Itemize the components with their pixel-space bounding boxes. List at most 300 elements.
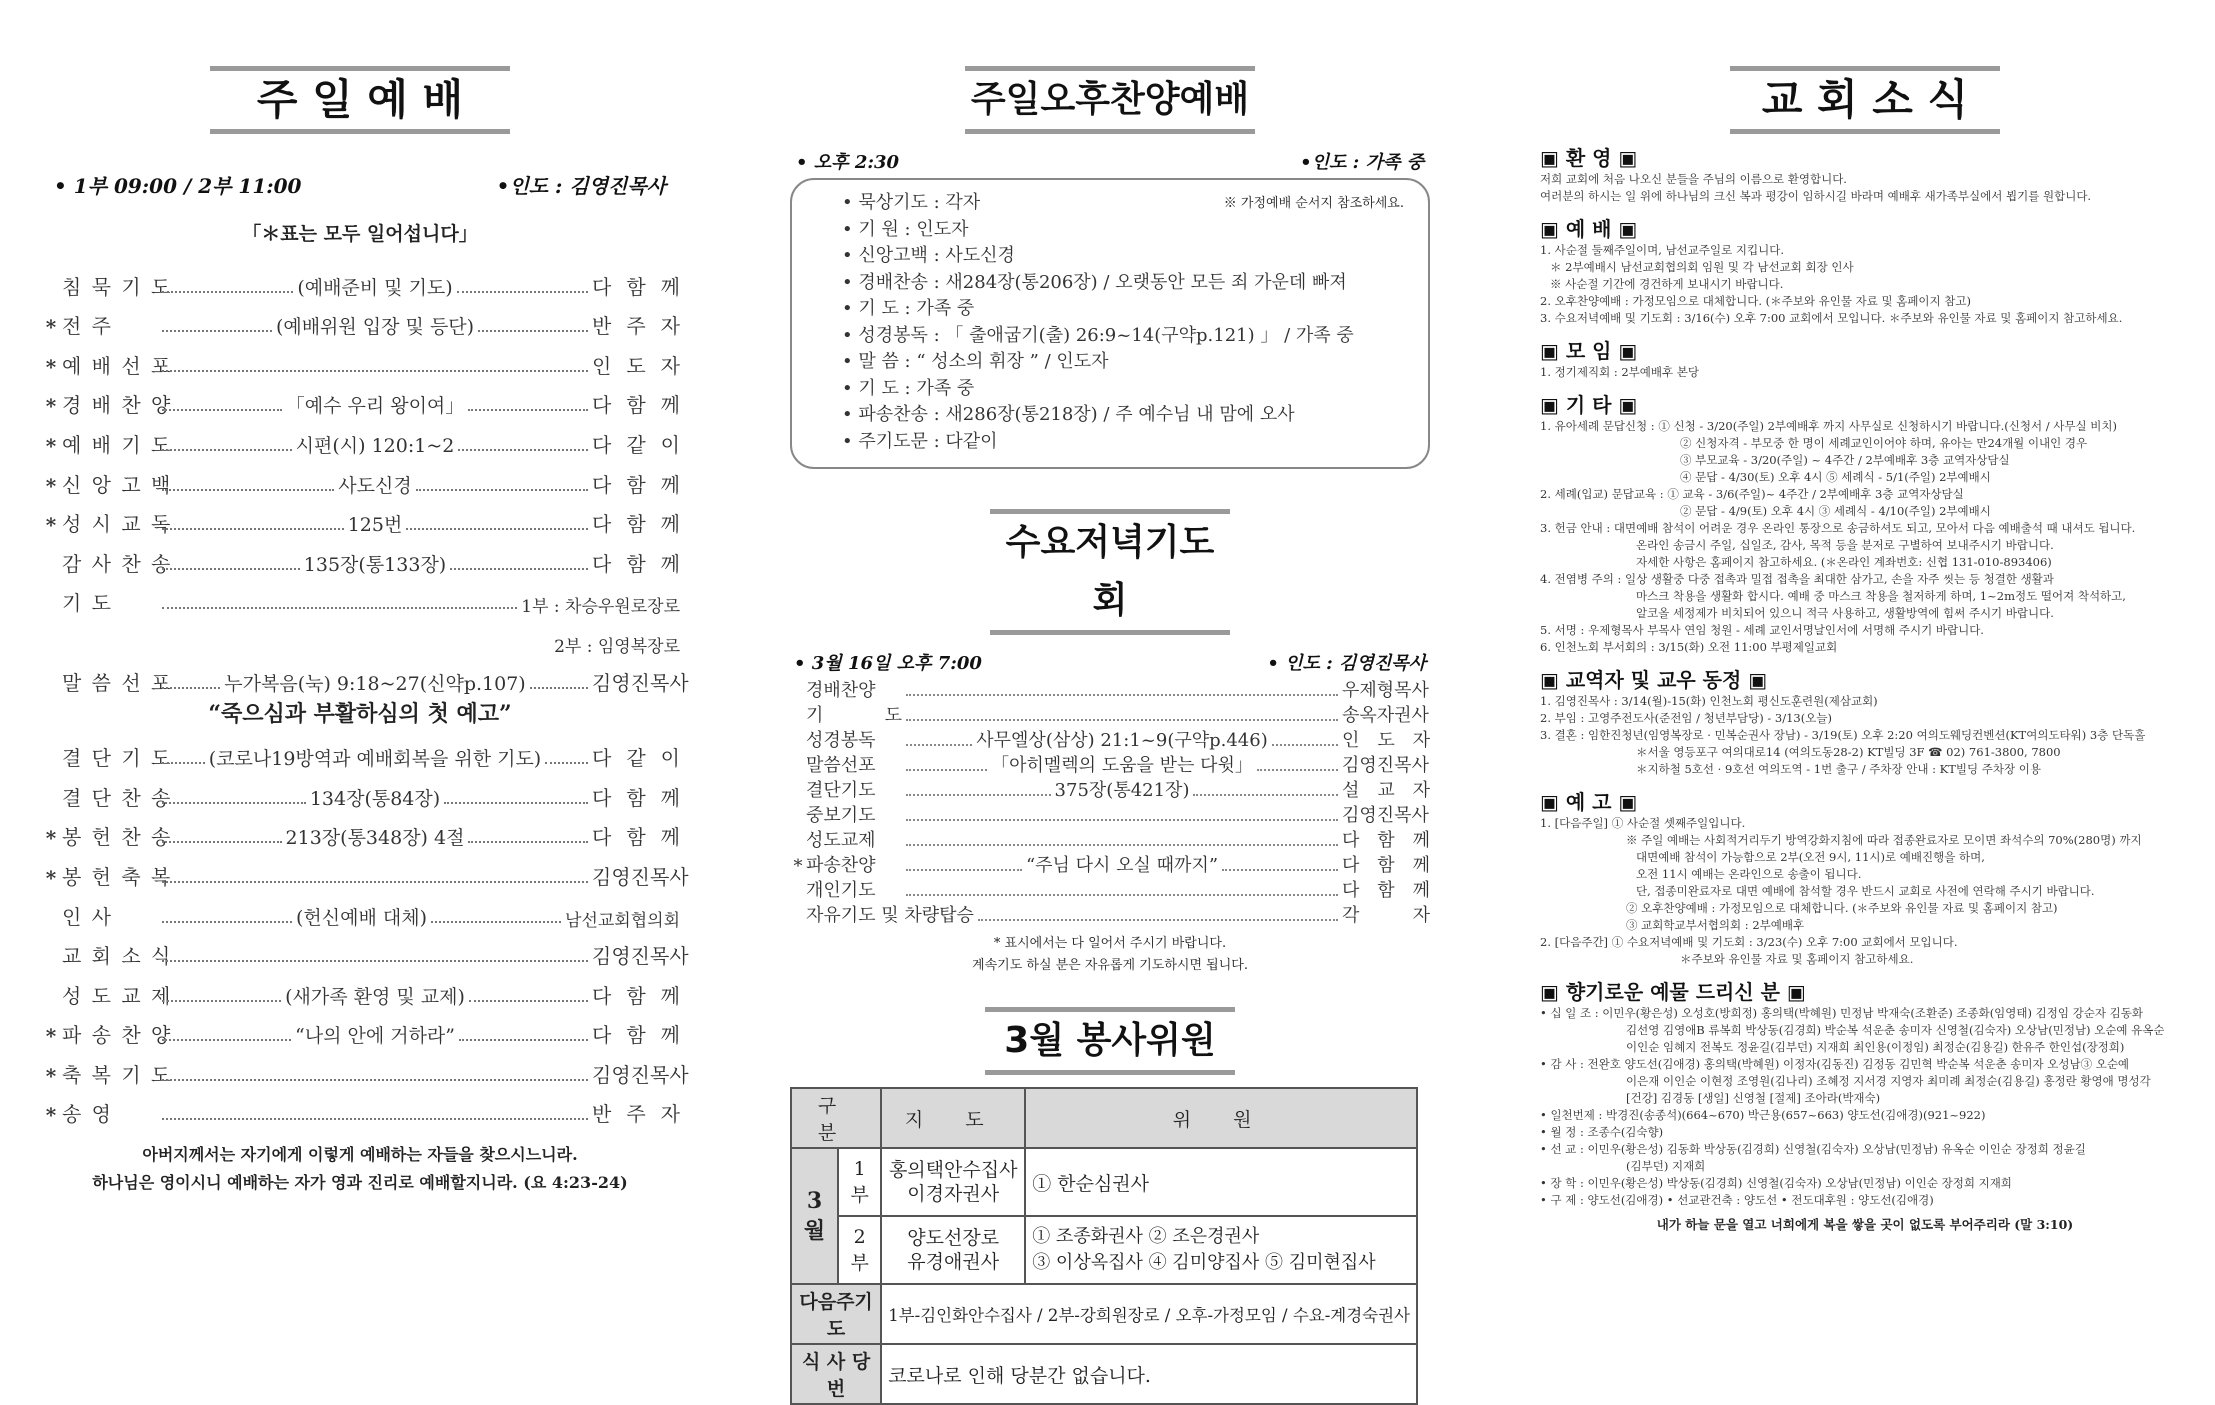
dot-leader	[162, 330, 272, 332]
news-line: ② 문답 - 4/9(토) 오후 4시 ③ 세례식 - 4/10(주일) 2부예배시	[1680, 504, 1991, 518]
order-item-name: 신 앙 고 백	[62, 472, 173, 497]
dot-leader	[162, 1000, 281, 1002]
news-line: ③ 교회학교부서협의회 : 2부예배후	[1626, 918, 1805, 932]
order-row	[790, 727, 1430, 752]
dot-leader	[162, 1039, 291, 1041]
dot-leader	[406, 528, 588, 530]
news-line: 3. 수요저녁예배 및 기도회 : 3/16(수) 오후 7:00 교회에서 모입니다. ＊주보와 유인물 자료 및 홈페이지 참고하세요.	[1540, 311, 2123, 325]
order-item-content: 134장(통84장)	[309, 787, 441, 810]
afternoon-order-box	[790, 178, 1430, 469]
order-item-leader: 반 주 자	[592, 314, 681, 339]
order-item-leader: 다 함 께	[592, 825, 680, 850]
order-row	[40, 1009, 680, 1049]
news-line: 이인순 임혜지 전복도 정윤길(김부던) 지재희 최인용(이정임) 최정순(김용길) 한유주 한인섭(장정희)	[1626, 1040, 2125, 1054]
wednesday-time: • 3월 16일 오후 7:00	[794, 653, 982, 674]
th-guide: 지 도	[881, 1088, 1025, 1148]
news-line: 자세한 사항은 홈페이지 참고하세요. (＊온라인 계좌번호: 신협 131-010-893406)	[1636, 555, 2052, 569]
news-line: • 선 교 : 이민우(황은성) 김동화 박상동(김경희) 신영철(김숙자) 오상남(민정남) 유옥순 이인순 장정희 정윤길	[1540, 1142, 2086, 1156]
dot-leader	[162, 841, 282, 843]
wednesday-leader: • 인도 : 김영진목사	[1267, 653, 1426, 674]
news-line: 2. 세례(입교) 문답교육 : ① 교육 - 3/6(주일)~ 4주간 / 2부예배후 3층 교역자상담실	[1540, 487, 1964, 501]
standing-mark: *	[45, 473, 57, 498]
order-row	[40, 656, 689, 696]
members-line-2: ③ 이상옥집사 ④ 김미양집사 ⑤ 김미현집사	[1032, 1252, 1376, 1273]
standing-mark: *	[45, 1063, 57, 1088]
order-item-leader: 설 교 자	[1342, 780, 1431, 801]
order-row	[790, 827, 1430, 852]
dot-leader	[469, 1000, 588, 1002]
order-row	[40, 577, 680, 617]
order-row	[790, 902, 1430, 927]
order-row	[40, 498, 680, 538]
dot-leader	[545, 762, 588, 764]
order-item-content: 사무엘상(삼상) 21:1~9(구약p.446)	[976, 730, 1268, 751]
afternoon-worship-title: 주일오후찬양예배	[970, 79, 1250, 120]
order-row	[40, 969, 680, 1009]
standing-mark: *	[45, 865, 57, 890]
order-item-name: 파송찬양	[806, 855, 876, 876]
order-item-leader: 김영진목사	[1342, 805, 1429, 826]
order-row	[40, 850, 689, 890]
order-row	[40, 260, 680, 300]
order-row	[40, 1048, 689, 1088]
order-row	[40, 930, 689, 970]
order-row	[40, 616, 680, 656]
dot-leader	[162, 607, 517, 609]
order-item-name: 교 회 소 식	[62, 944, 173, 969]
news-line: (김부던) 지재희	[1626, 1159, 1706, 1173]
dot-leader	[450, 568, 588, 570]
order-row	[40, 339, 680, 379]
part-cell: 1부	[838, 1148, 881, 1216]
order-item-name: 감 사 찬 송	[62, 551, 173, 576]
afternoon-order-item: • 성경봉독 : 「 출애굽기(출) 26:9~14(구약p.121) 」 / 가족 중	[842, 324, 1354, 346]
dot-leader	[162, 528, 344, 530]
standing-mark: *	[45, 354, 57, 379]
order-row	[40, 1088, 680, 1128]
news-line: 이은재 이인순 이현정 조영원(김나리) 조혜정 지서경 지영자 최미례 최정순(김용길) 홍정란 황영애 명성각	[1626, 1074, 2151, 1088]
news-line: • 장 학 : 이민우(황은성) 박상동(김경희) 신영철(김숙자) 오상남(민정남) 이인순 장정희 지재희	[1540, 1176, 2012, 1190]
news-line: 마스크 착용을 생활화 합시다. 예배 중 마스크 착용을 철저하게 하며, 1~2m정도 떨어져 착석하고,	[1636, 589, 2126, 603]
order-row	[790, 752, 1430, 777]
order-item-content: 사도신경	[338, 474, 412, 497]
th-members: 위 원	[1025, 1088, 1417, 1148]
dot-leader	[530, 687, 588, 689]
order-item-name: 기 도	[62, 591, 113, 616]
order-item-name: 경 배 찬 양	[62, 393, 173, 418]
dot-leader	[1257, 769, 1338, 771]
wednesday-note-2: 계속기도 하실 분은 자유롭게 기도하시면 됩니다.	[972, 958, 1248, 973]
news-line: 1. 사순절 둘째주일이며, 남선교주일로 지킵니다.	[1540, 243, 1784, 257]
afternoon-order-item: • 기 원 : 인도자	[842, 218, 969, 240]
news-line: ④ 문답 - 4/30(토) 오후 4시 ⑤ 세례식 - 5/1(주일) 2부예배시	[1680, 470, 1991, 484]
order-item-leader: 반 주 자	[592, 1102, 680, 1127]
worship-order	[40, 260, 689, 696]
order-item-name: 예 배 선 포	[62, 353, 173, 378]
news-line: ② 오후찬양예배 : 가정모임으로 대체합니다. (＊주보와 유인물 자료 및 홈페이지 참고)	[1626, 901, 2058, 915]
section-heading-meeting: ▣ 모 임 ▣	[1540, 339, 1638, 363]
order-item-leader: 각 자	[1342, 905, 1430, 926]
news-line: • 월 정 : 조종수(김숙향)	[1540, 1125, 1664, 1139]
title-bar	[965, 129, 1255, 134]
order-item-leader: 김영진목사	[1342, 755, 1429, 776]
news-line: • 십 일 조 : 이민우(황은성) 오성호(방희정) 홍의택(박혜원) 민정남 박재숙(조환준) 조종화(임영태) 김정임 강순자 김동화	[1540, 1006, 2143, 1020]
news-line: 알코올 세정제가 비치되어 있으니 적극 사용하고, 생활방역에 힘써 주시기 바랍니다.	[1636, 606, 2054, 620]
table-row	[791, 1148, 1417, 1216]
dot-leader	[906, 819, 1338, 821]
month-cell: 3월	[791, 1148, 838, 1284]
staff-title: 3월 봉사위원	[1004, 1020, 1216, 1061]
order-item-leader: 다 함 께	[1342, 855, 1430, 876]
section-heading-preview: ▣ 예 고 ▣	[1540, 790, 1638, 814]
next-prayer-value: 1부-김인화안수집사 / 2부-강희원장로 / 오후-가정모임 / 수요-계경숙권사	[881, 1284, 1417, 1344]
dot-leader	[162, 568, 300, 570]
members-line-1: ① 조종화권사 ② 조은경권사	[1032, 1226, 1260, 1247]
news-line: 2. 오후찬양예배 : 가정모임으로 대체합니다. (＊주보와 유인물 자료 및 홈페이지 참고)	[1540, 294, 1972, 308]
news-line: 단, 접종미완료자로 대면 예배에 참석할 경우 반드시 교회로 사전에 연락해 주시기 바랍니다.	[1636, 884, 2095, 898]
news-line: 3. 헌금 안내 : 대면예배 참석이 어려운 경우 온라인 통장으로 송금하셔도 되고, 모아서 다음 예배출석 때 내셔도 됩니다.	[1540, 521, 2136, 535]
news-line: • 감 사 : 전완호 양도선(김애경) 홍의택(박혜원) 이정자(김동진) 김정동 김민혁 박순복 석운춘 송미자 오성남③ 오순예	[1540, 1057, 2130, 1071]
order-item-name: 말 씀 선 포	[62, 670, 173, 695]
th-division: 구 분	[791, 1088, 881, 1148]
afternoon-order-item: • 파송찬송 : 새286장(통218장) / 주 예수님 내 맘에 오사	[842, 404, 1295, 425]
news-line: ③ 부모교육 - 3/20(주일) ~ 4주간 / 2부예배후 3층 교역자상담실	[1680, 453, 2010, 467]
news-line: 4. 전염병 주의 : 일상 생활중 다중 접촉과 밀접 접촉을 최대한 삼가고, 손을 자주 씻는 등 청결한 생활과	[1540, 572, 2054, 586]
table-row	[791, 1344, 1417, 1404]
news-line: ＊지하철 5호선 · 9호선 여의도역 - 1번 출구 / 주차장 안내 : KT빌딩 주차장 이용	[1636, 762, 2042, 776]
news-line: ＊ 2부예배시 남선교회협의회 임원 및 각 남선교회 회장 인사	[1550, 260, 1854, 274]
news-line: • 일천번제 : 박경진(송종석)(664~670) 박근용(657~663) 양도선(김애경)(921~922)	[1540, 1108, 1986, 1122]
dot-leader	[906, 744, 972, 746]
sunday-worship-title: 주 일 예 배	[256, 75, 464, 124]
news-line: 오전 11시 예배는 온라인으로 송출이 됩니다.	[1636, 867, 1862, 881]
dot-leader	[1222, 869, 1338, 871]
order-item-content: “나의 안에 거하라”	[295, 1025, 455, 1048]
dot-leader	[162, 1118, 588, 1120]
dot-leader	[162, 802, 306, 804]
part-cell: 2부	[838, 1216, 881, 1284]
dot-leader	[478, 330, 588, 332]
news-line: 1. 김영진목사 : 3/14(월)-15(화) 인천노회 평신도훈련원(제삼교회)	[1540, 694, 1878, 708]
order-row	[40, 732, 680, 772]
dot-leader	[162, 762, 205, 764]
dot-leader	[457, 291, 588, 293]
order-item-leader: 인 도 자	[1342, 730, 1431, 751]
order-item-name: 봉 헌 찬 송	[62, 825, 173, 850]
order-item-name: 성경봉독	[806, 730, 876, 751]
wednesday-notes	[790, 933, 1430, 977]
order-item-name: 결 단 찬 송	[62, 785, 173, 810]
dot-leader	[906, 869, 1022, 871]
dot-leader	[162, 449, 292, 451]
news-line: ＊서울 영등포구 여의대로14 (여의도동28-2) KT빌딩 3F ☎ 02) 761-3800, 7800	[1636, 745, 2061, 759]
dot-leader	[906, 844, 1338, 846]
order-row	[40, 300, 680, 340]
dot-leader	[162, 881, 588, 883]
order-item-name: 파 송 찬 양	[62, 1023, 173, 1048]
table-row	[791, 1284, 1417, 1344]
church-news-column	[1540, 0, 2190, 1240]
order-item-leader: 다 함 께	[592, 551, 681, 576]
dot-leader	[431, 921, 561, 923]
dot-leader	[162, 409, 282, 411]
standing-mark: *	[45, 394, 57, 419]
news-line: ② 신청자격 - 부모중 한 명이 세례교인이어야 하며, 유아는 만24개월 이내인 경우	[1680, 436, 2088, 450]
afternoon-order-item: • 기 도 : 가족 중	[842, 377, 975, 399]
news-line: 1. [다음주일] ① 사순절 셋째주일입니다.	[1540, 816, 1746, 830]
order-row	[790, 777, 1430, 802]
standing-mark: *	[45, 315, 57, 340]
scripture-footer	[40, 1141, 680, 1197]
standing-mark: *	[45, 433, 57, 458]
order-row	[40, 811, 680, 851]
order-row	[40, 537, 680, 577]
afternoon-wednesday-column	[790, 0, 1431, 1400]
dot-leader	[906, 719, 1338, 721]
order-item-leader: 다 같 이	[592, 746, 680, 771]
wednesday-prayer-title: 수요저녁기도회	[1005, 522, 1215, 621]
order-item-content: 「예수 우리 왕이여」	[285, 395, 465, 418]
worship-time: • 1부 09:00 / 2부 11:00	[54, 174, 302, 198]
news-line: 6. 인천노회 부서회의 : 3/15(화) 오전 11:00 부평제일교회	[1540, 640, 1838, 654]
order-item-leader: 다 함 께	[592, 393, 680, 418]
order-row	[40, 458, 680, 498]
afternoon-order-item: • 묵상기도 : 각자	[842, 192, 981, 213]
wednesday-note-1: * 표시에서는 다 일어서 주시기 바랍니다.	[993, 936, 1227, 951]
order-row	[40, 771, 680, 811]
worship-order-continued	[40, 732, 689, 1128]
order-item-leader: 다 함 께	[592, 785, 680, 810]
order-item-leader: 우제형목사	[1342, 680, 1429, 701]
dot-leader	[906, 694, 1338, 696]
order-item-content: (예배위원 입장 및 등단)	[275, 316, 475, 339]
afternoon-order-item: • 경배찬송 : 새284장(통206장) / 오랫동안 모든 죄 가운데 빠져	[842, 271, 1347, 293]
order-row	[790, 877, 1430, 902]
order-item-leader: 송옥자권사	[1342, 705, 1429, 726]
scripture-line-2: 하나님은 영이시니 예배하는 자가 영과 진리로 예배할지니라. (요 4:23-24)	[92, 1173, 628, 1193]
church-news-footer: 내가 하늘 문을 열고 너희에게 복을 쌓을 곳이 없도록 부어주리라 (말 3:10)	[1656, 1217, 2074, 1232]
section-heading-misc: ▣ 기 타 ▣	[1540, 393, 1638, 417]
afternoon-header	[790, 148, 1430, 174]
order-item-name: 봉 헌 축 복	[62, 864, 173, 889]
order-item-name: 자유기도 및 차량탑승	[806, 905, 974, 926]
dot-leader	[1193, 794, 1338, 796]
news-line: ＊주보와 유인물 자료 및 홈페이지 참고하세요.	[1680, 952, 1914, 966]
afternoon-title-box	[965, 66, 1255, 134]
afternoon-leader: •인도 : 가족 중	[1300, 152, 1424, 173]
order-item-name: 중보기도	[806, 805, 876, 826]
staff-table	[790, 1087, 1418, 1405]
order-item-name: 성 시 교 독	[62, 512, 173, 537]
order-item-name: 인 사	[62, 904, 113, 929]
sunday-worship-column	[40, 0, 689, 1240]
order-row	[40, 418, 680, 458]
table-header-row	[791, 1088, 1417, 1148]
order-item-name: 개인기도	[806, 880, 876, 901]
order-item-leader: 다 같 이	[592, 432, 681, 457]
order-item-leader: 김영진목사	[592, 670, 689, 695]
family-worship-note: ※ 가정예배 순서지 참조하세요.	[1223, 196, 1404, 211]
members-cell: ① 한순심권사	[1025, 1148, 1417, 1216]
meal-duty-value: 코로나로 인해 당분간 없습니다.	[881, 1344, 1417, 1404]
next-prayer-label: 다음주기도	[791, 1284, 881, 1344]
news-line: 5. 서명 : 우제형목사 부목사 연임 청원 - 세례 교인서명날인서에 서명해 주시기 바랍니다.	[1540, 623, 1984, 637]
dot-leader	[162, 921, 292, 923]
dot-leader	[162, 687, 220, 689]
section-heading-offering: ▣ 향기로운 예물 드리신 분 ▣	[1540, 980, 1806, 1004]
order-item-leader: 다 함 께	[1342, 830, 1430, 851]
news-line: ※ 주일 예배는 사회적거리두기 방역강화지침에 따라 접종완료자로 모이면 좌석수의 70%(280명) 까지	[1626, 833, 2142, 847]
order-item-name: 경배찬양	[806, 680, 876, 701]
afternoon-order-item: • 말 씀 : “ 성소의 휘장 ” / 인도자	[842, 351, 1109, 372]
order-item-leader: 다 함 께	[592, 472, 681, 497]
dot-leader	[458, 449, 588, 451]
afternoon-time: • 오후 2:30	[796, 152, 900, 173]
section-heading-worship: ▣ 예 배 ▣	[1540, 217, 1638, 241]
wednesday-title-box	[990, 509, 1230, 635]
news-line: ※ 사순절 기간에 경건하게 보내시기 바랍니다.	[1550, 277, 1784, 291]
order-item-content: (코로나19방역과 예배회복을 위한 기도)	[208, 748, 542, 771]
order-item-leader: 다 함 께	[1342, 880, 1430, 901]
standing-mark: *	[45, 1103, 57, 1128]
order-row	[790, 852, 1430, 877]
order-item-name: 성 도 교 제	[62, 983, 173, 1008]
news-line: 1. 정기제직회 : 2부예배후 본당	[1540, 365, 1699, 379]
title-bar	[210, 129, 510, 134]
sermon-title: “죽으심과 부활하심의 첫 예고”	[208, 700, 512, 727]
sunday-worship-title-box	[210, 66, 510, 134]
order-item-leader: 김영진목사	[592, 944, 689, 969]
order-row	[40, 890, 680, 930]
standing-mark: *	[45, 826, 57, 851]
afternoon-order-item: • 주기도문 : 다같이	[842, 430, 998, 452]
dot-leader	[444, 802, 588, 804]
table-row	[791, 1216, 1417, 1284]
members-cell	[1025, 1216, 1417, 1284]
order-row	[790, 677, 1430, 702]
news-line: 김선영 김영애B 류복희 박상동(김경희) 박순복 석운춘 송미자 신영철(김숙자) 오상남(민정남) 오순예 유옥순	[1626, 1023, 2165, 1037]
section-heading-staff-news: ▣ 교역자 및 교우 동정 ▣	[1540, 668, 1768, 692]
order-item-name: 축 복 기 도	[62, 1062, 173, 1087]
news-line: 2. [다음주간] ① 수요저녁예배 및 기도회 : 3/23(수) 오후 7:00 교회에서 모입니다.	[1540, 935, 1958, 949]
order-item-name: 성도교제	[806, 830, 876, 851]
scripture-line-1: 아버지께서는 자기에게 이렇게 예배하는 자들을 찾으시느니라.	[142, 1145, 578, 1165]
news-line: [건강] 김경동 [생일] 신영철 [절제] 조아라(박재숙)	[1626, 1091, 1881, 1105]
order-item-name: 기 도	[806, 705, 902, 726]
news-line: 2. 부임 : 고영주전도사(준전임 / 청년부담당) - 3/13(오늘)	[1540, 711, 1832, 725]
staff-title-box	[985, 1007, 1235, 1075]
order-item-content: (새가족 환영 및 교제)	[285, 985, 465, 1008]
order-item-content: 누가복음(눅) 9:18~27(신약p.107)	[224, 672, 526, 695]
church-news-title-box	[1730, 66, 2000, 134]
title-bar	[985, 1070, 1235, 1075]
order-item-leader: 인 도 자	[592, 353, 680, 378]
order-item-leader: 김영진목사	[592, 1062, 689, 1087]
order-item-content: 375장(통421장)	[1054, 780, 1190, 801]
dot-leader	[162, 291, 293, 293]
news-line: 여러분의 하시는 일 위에 하나님의 크신 복과 평강이 임하시길 바라며 예배후 새가족부실에서 뵙기를 원합니다.	[1540, 189, 2092, 203]
afternoon-order-item: • 신앙고백 : 사도신경	[842, 245, 1015, 266]
order-item-name: 전 주	[62, 314, 113, 339]
order-item-content: 시편(시) 120:1~2	[295, 434, 455, 457]
standing-mark: *	[45, 513, 57, 538]
order-item-leader: 다 함 께	[592, 983, 680, 1008]
order-row	[790, 702, 1430, 727]
standing-mark: *	[793, 856, 803, 877]
dot-leader	[906, 894, 1338, 896]
order-item-content: 213장(통348장) 4절	[285, 827, 465, 850]
wednesday-order	[790, 677, 1430, 927]
dot-leader	[162, 489, 334, 491]
order-item-name: 송 영	[62, 1102, 113, 1127]
news-line: 대면예배 참석이 가능함으로 2부(오전 9시, 11시)로 예배진행을 하며,	[1636, 850, 1985, 864]
guide-cell: 홍의택안수집사 이경자권사	[881, 1148, 1025, 1216]
dot-leader	[1272, 744, 1338, 746]
order-item-content: 「아히멜렉의 도움을 받는 다윗」	[991, 755, 1253, 776]
news-line: 3. 결혼 : 임한진청년(임영복장로 · 민복순권사 장남) - 3/19(토) 오후 2:20 여의도웨딩컨벤션(KT여의도타워) 3층 단독홀	[1540, 728, 2146, 742]
order-item-leader: 다 함 께	[592, 1023, 681, 1048]
order-item-content: 125번	[347, 514, 403, 537]
order-item-name: 결 단 기 도	[62, 746, 173, 771]
sunday-worship-header	[40, 170, 680, 199]
standing-mark: *	[45, 1024, 57, 1049]
order-item-leader: 김영진목사	[592, 864, 689, 889]
order-item-name: 말씀선포	[806, 755, 876, 776]
news-line: 온라인 송금시 주일, 십일조, 감사, 목적 등을 분저로 구별하여 보내주시기 바랍니다.	[1636, 538, 2054, 552]
order-item-leader: 다 함 께	[592, 274, 681, 299]
standing-notice: 「＊표는 모두 일어섭니다」	[242, 223, 478, 245]
dot-leader	[162, 370, 588, 372]
news-line: 저희 교회에 처음 나오신 분들을 주님의 이름으로 환영합니다.	[1540, 172, 1847, 186]
order-item-name: 침 묵 기 도	[62, 274, 173, 299]
news-line: • 구 제 : 양도선(김애경) • 선교관건축 : 양도선 • 전도대후원 : 양도선(김애경)	[1540, 1193, 1934, 1207]
guide-cell: 양도선장로 유경애권사	[881, 1216, 1025, 1284]
order-row	[40, 379, 680, 419]
order-item-content: 135장(통133장)	[303, 553, 447, 576]
order-item-leader: 1부 : 차승우원로장로	[521, 597, 680, 618]
dot-leader	[162, 960, 588, 962]
order-item-content: (예배준비 및 기도)	[297, 276, 453, 299]
order-item-leader: 2부 : 임영복장로	[554, 636, 680, 657]
dot-leader	[978, 919, 1338, 921]
order-item-content: “주님 다시 오실 때까지”	[1025, 855, 1219, 876]
order-item-name: 결단기도	[806, 780, 876, 801]
dot-leader	[906, 794, 1051, 796]
order-item-content: (헌신예배 대체)	[296, 906, 428, 929]
title-bar	[990, 630, 1230, 635]
order-item-leader: 남선교회협의회	[565, 910, 680, 931]
order-row	[790, 802, 1430, 827]
news-line: 1. 유아세례 문답신청 : ① 신청 - 3/20(주일) 2부예배후 까지 사무실로 신청하시기 바랍니다.(신청서 / 사무실 비치)	[1540, 419, 2117, 433]
dot-leader	[416, 489, 588, 491]
meal-duty-label: 식 사 당 번	[791, 1344, 881, 1404]
section-heading-welcome: ▣ 환 영 ▣	[1540, 146, 1638, 170]
afternoon-order-list	[842, 190, 1408, 455]
title-bar	[1730, 129, 2000, 134]
wednesday-header	[790, 649, 1430, 675]
dot-leader	[162, 1079, 588, 1081]
order-item-leader: 다 함 께	[592, 512, 680, 537]
order-item-name: 예 배 기 도	[62, 432, 173, 457]
afternoon-order-item: • 기 도 : 가족 중	[842, 298, 975, 319]
church-news-title: 교 회 소 식	[1761, 75, 1969, 124]
worship-leader: •인도 : 김영진목사	[496, 174, 666, 198]
dot-leader	[468, 841, 588, 843]
church-news-body	[1540, 142, 2190, 1209]
dot-leader	[906, 769, 987, 771]
dot-leader	[459, 1039, 588, 1041]
dot-leader	[468, 409, 588, 411]
